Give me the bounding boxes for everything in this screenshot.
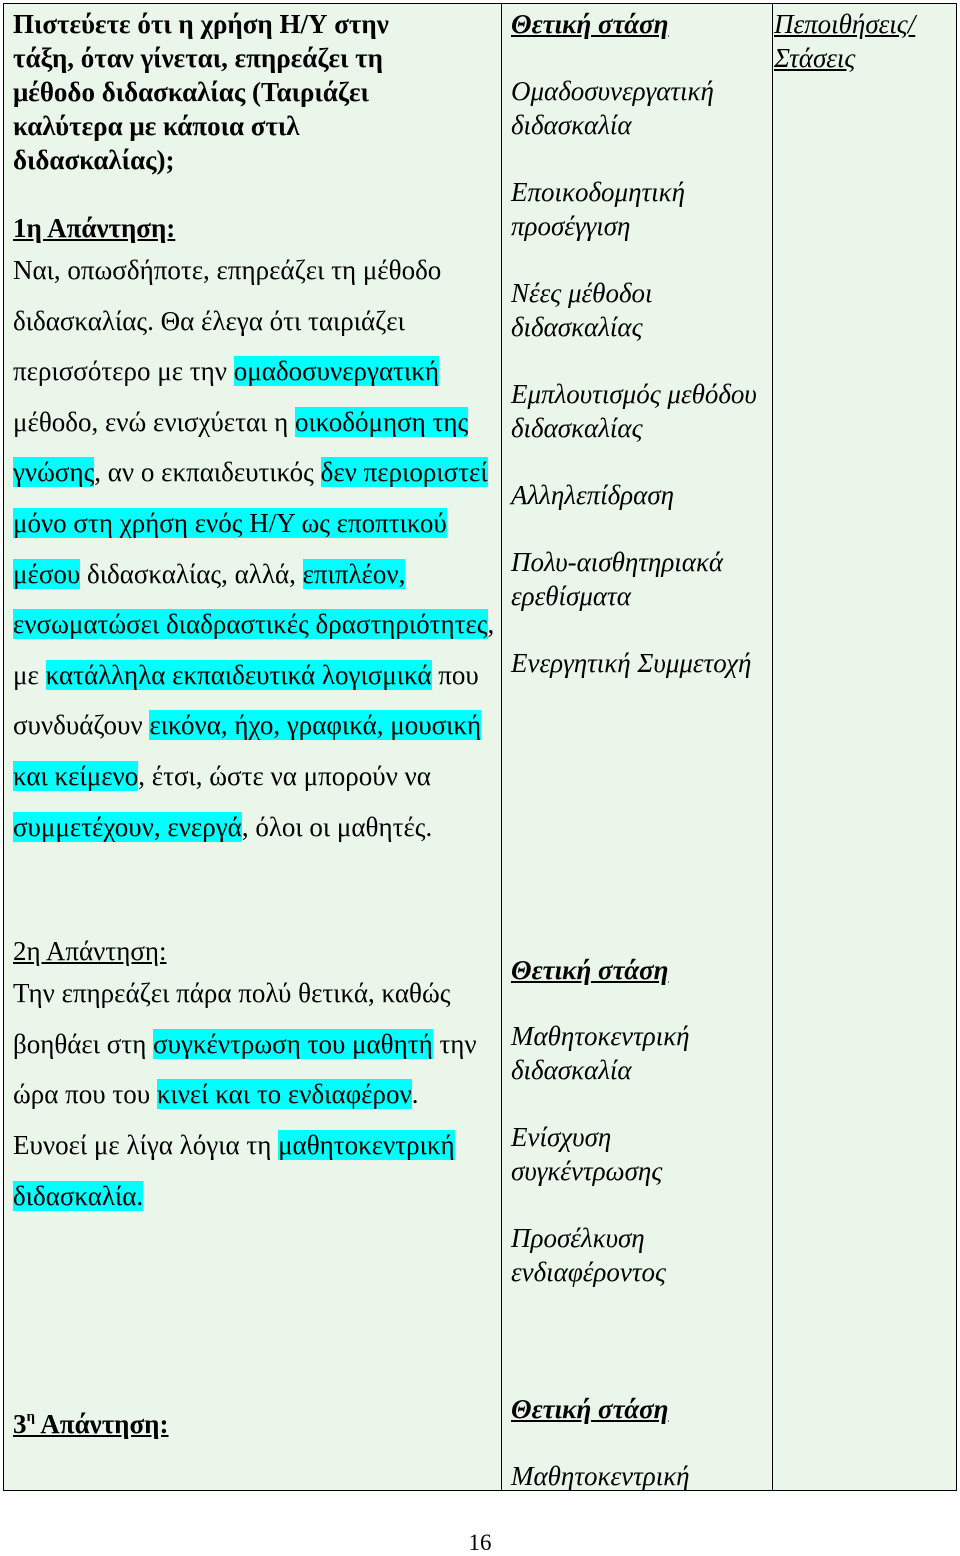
text-run: που συνδυάζουν [13, 659, 479, 741]
code-term: Εποικοδομητική προσέγγιση [511, 177, 685, 241]
column-divider [501, 3, 502, 1491]
highlighted-phrase: οικοδόμηση της γνώσης [13, 406, 469, 488]
column-divider [772, 3, 773, 1491]
code-term: Εμπλουτισμός μεθόδου διδασκαλίας [511, 379, 757, 443]
text-run: , με [13, 609, 495, 690]
highlighted-phrase: εικόνα, ήχο, γραφικά, μουσική [149, 710, 482, 741]
code-term: Πολυ-αισθητηριακά ερεθίσματα [511, 547, 724, 611]
answer-2-heading: 2η Απάντηση: [13, 936, 167, 967]
highlighted-phrase: μαθητοκεντρική διδασκαλία. [13, 1129, 455, 1211]
highlighted-phrase: ομαδοσυνεργατική [233, 356, 439, 387]
interview-question: Πιστεύετε ότι η χρήση Η/Υ στην τάξη, όταν γίνεται, επηρεάζει τη μέθοδο διδασκαλίας (Ταιριάζει καλύτερα με κάποια στιλ διδασκαλίας); [13, 9, 389, 175]
text-run: Ναι, οπωσδήποτε, επηρεάζει τη μέθοδο διδασκαλίας. Θα έλεγα ότι ταιριάζει περισσότερο με την [13, 255, 442, 387]
highlighted-phrase: επιπλέον, ενσωματώσει διαδραστικές δραστηριότητες [13, 558, 488, 640]
group-3-terms [511, 1459, 761, 1493]
responses-column [5, 3, 500, 1439]
group-1-terms [511, 74, 763, 680]
page-number: 16 [468, 1530, 492, 1555]
text-run: Την επηρεάζει πάρα πολύ θετικά, καθώς βοηθάει στη [13, 978, 451, 1059]
highlighted-phrase: κατάλληλα εκπαιδευτικά λογισμικά [45, 659, 432, 690]
codes-column [504, 3, 770, 1491]
code-term: Νέες μέθοδοι διδασκαλίας [511, 278, 653, 342]
text-run: , όλοι οι μαθητές. [241, 811, 433, 842]
answer-2-text [13, 968, 483, 1221]
highlighted-phrase: κινεί και το ενδιαφέρον [156, 1079, 412, 1110]
highlighted-phrase: συμμετέχουν, ενεργά [13, 811, 242, 842]
code-term: Μαθητοκεντρική [511, 1461, 690, 1491]
group-3-title: Θετική στάση [511, 1394, 669, 1424]
answer-1-text [13, 245, 498, 852]
beliefs-header: Πεποιθήσεις/ Στάσεις [774, 9, 916, 73]
beliefs-column [774, 3, 956, 75]
code-term: Ενίσχυση συγκέντρωσης [511, 1122, 663, 1186]
code-term: Αλληλεπίδραση [511, 480, 675, 510]
answer-3-heading: $3^\eta$ Απάντηση: [13, 1409, 169, 1439]
highlighted-phrase: δεν περιοριστεί μόνο στη χρήση ενός Η/Υ ως εποπτικού μέσου [13, 457, 488, 589]
group-2-terms [511, 1019, 761, 1322]
text-run: μέθοδο, ενώ ενισχύεται η [13, 406, 295, 437]
code-term: Μαθητοκεντρική διδασκαλία [511, 1021, 690, 1085]
code-term: Ενεργητική Συμμετοχή [511, 648, 752, 678]
highlighted-phrase: συγκέντρωση του μαθητή [153, 1028, 433, 1059]
text-run: διδασκαλίας, αλλά, [80, 558, 303, 589]
text-run: . Ευνοεί με λίγα λόγια τη [13, 1079, 419, 1160]
group-1-title: Θετική στάση [511, 9, 669, 39]
answer-1-heading: 1η Απάντηση: [13, 213, 176, 243]
text-run: την ώρα που του [13, 1028, 477, 1110]
highlighted-phrase: και κείμενο [13, 760, 139, 791]
text-run: , αν ο εκπαιδευτικός [94, 457, 321, 488]
code-term: Προσέλκυση ενδιαφέροντος [511, 1223, 666, 1287]
group-2-title: Θετική στάση [511, 955, 669, 985]
code-term: Ομαδοσυνεργατική διδασκαλία [511, 76, 714, 140]
text-run: , έτσι, ώστε να μπορούν να [138, 760, 431, 791]
